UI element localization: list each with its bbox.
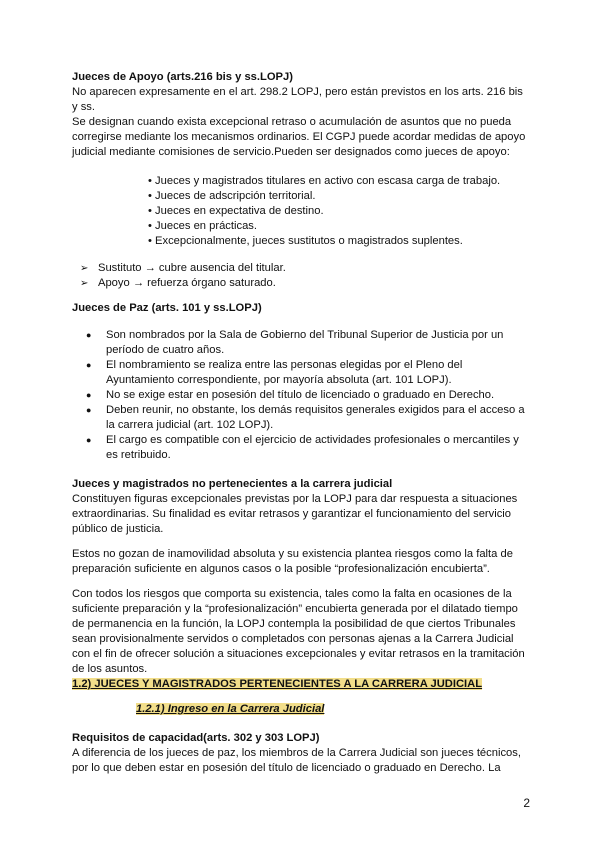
heading-jueces-apoyo: Jueces de Apoyo (arts.216 bis y ss.LOPJ): [72, 71, 293, 83]
list-item: • Jueces de adscripción territorial.: [148, 190, 316, 202]
subsection-title: 1.2.1) Ingreso en la Carrera Judicial: [136, 703, 325, 715]
list-item: ➢ Sustituto → cubre ausencia del titular.: [80, 261, 530, 276]
paragraph: A diferencia de los jueces de paz, los miembros de la Carrera Judicial son jueces técnicos, por lo que deben estar en posesión del título de licenciado o graduado en Derecho. La: [72, 747, 521, 774]
arrow-list: [80, 261, 530, 291]
list-item: ➢ Apoyo → refuerza órgano saturado.: [80, 276, 530, 291]
heading-no-carrera: Jueces y magistrados no pertenecientes a la carrera judicial: [72, 478, 393, 490]
list-item: ● El cargo es compatible con el ejercicio de actividades profesionales o mercantiles y es retribuido.: [72, 433, 530, 463]
list-item: ● Deben reunir, no obstante, los demás requisitos generales exigidos para el acceso a la carrera judicial (art. 102 LOPJ).: [72, 403, 530, 433]
heading-jueces-paz: Jueces de Paz (arts. 101 y ss.LOPJ): [72, 302, 262, 314]
paz-list: [72, 328, 530, 463]
list-item: ● No se exige estar en posesión del título de licenciado o graduado en Derecho.: [72, 388, 530, 403]
list-item: ● El nombramiento se realiza entre las personas elegidas por el Pleno del Ayuntamiento correspondiente, por mayoría absoluta (art. 101 LOPJ).: [72, 358, 530, 388]
paragraph: Estos no gozan de inamovilidad absoluta y su existencia plantea riesgos como la falta de preparación suficiente en algunos casos o la posible “profesionalización encubierta”.: [72, 548, 513, 575]
section-title: 1.2) JUECES Y MAGISTRADOS PERTENECIENTES A LA CARRERA JUDICIAL: [72, 678, 483, 690]
list-item: • Jueces en expectativa de destino.: [148, 205, 324, 217]
apoyo-list: [142, 174, 530, 249]
page-number: 2: [523, 796, 530, 810]
heading-requisitos: Requisitos de capacidad(arts. 302 y 303 LOPJ): [72, 732, 320, 744]
page-content: [72, 70, 530, 776]
list-item: • Jueces y magistrados titulares en activo con escasa carga de trabajo.: [148, 175, 501, 187]
paragraph: Constituyen figuras excepcionales previstas por la LOPJ para dar respuesta a situaciones extraordinarias. Su finalidad es evitar retrasos y garantizar el funcionamiento del servicio público de justicia.: [72, 493, 518, 535]
list-item: ● Son nombrados por la Sala de Gobierno del Tribunal Superior de Justicia por un período de cuatro años.: [72, 328, 530, 358]
paragraph: Se designan cuando exista excepcional retraso o acumulación de asuntos que no pueda corregirse mediante los mecanismos ordinarios. El CGPJ puede acordar medidas de apoyo judicial mediante comisiones de servicio.Pueden ser designados como jueces de apoyo:: [72, 116, 526, 158]
paragraph: Con todos los riesgos que comporta su existencia, tales como la falta en ocasiones de la suficiente preparación y la “profesionalización” encubierta generada por el dilatado tiempo de permanencia en la función, la LOPJ contempla la posibilidad de que ciertos Tribunales sean provisionalmente servidos o completados con personas ajenas a la Carrera Judicial con el fin de ofrecer solución a situaciones excepcionales y evitar retrasos en la tramitación de los asuntos.: [72, 588, 525, 675]
paragraph: No aparecen expresamente en el art. 298.2 LOPJ, pero están previstos en los arts. 216 bis y ss.: [72, 86, 523, 113]
list-item: • Excepcionalmente, jueces sustitutos o magistrados suplentes.: [148, 235, 463, 247]
list-item: • Jueces en prácticas.: [148, 220, 258, 232]
